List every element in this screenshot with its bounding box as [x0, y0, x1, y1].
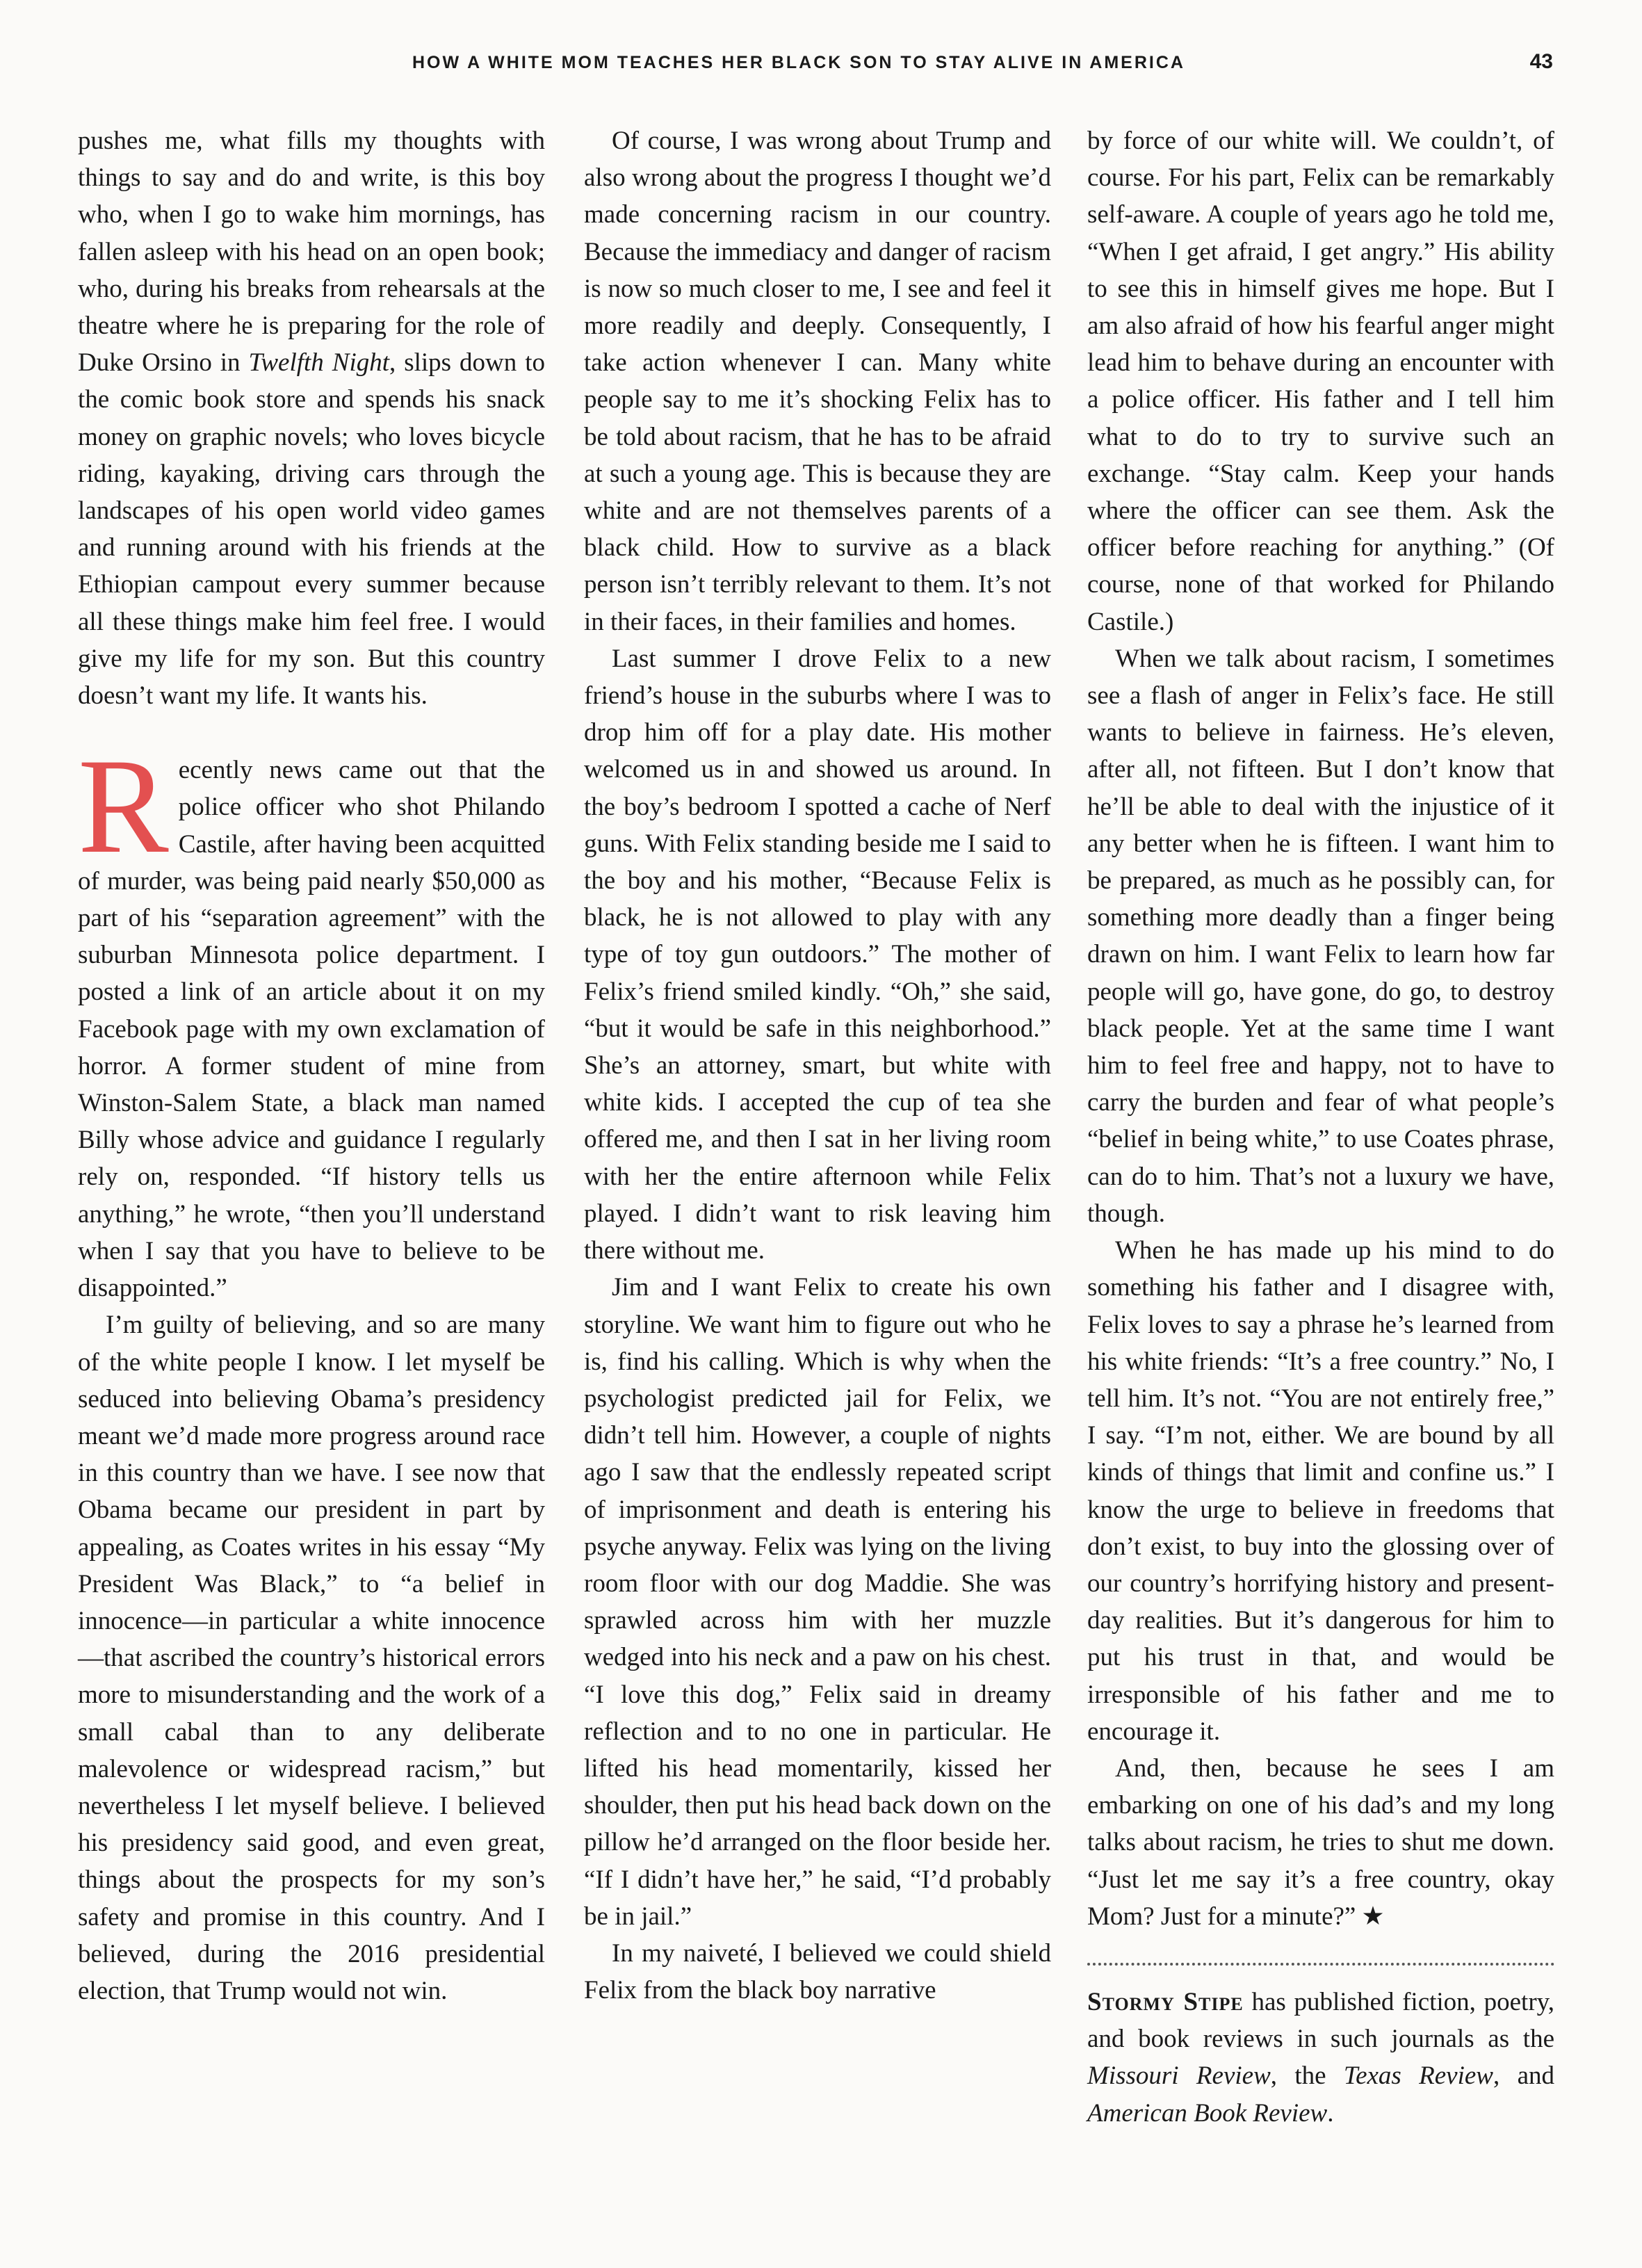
running-header	[0, 50, 1642, 81]
paragraph: When he has made up his mind to do something his father and I disagree with, Felix loves to say a phrase he’s learned from his white friends: “It’s a free country.” No, I tell him. It’s not. “You are not entirely free,” I say. “I’m not, either. We are bound by all kinds of things that limit and confine us.” I know the urge to believe in freedoms that don’t exist, to buy into the glossing over of our country’s horrifying history and present-day realities. But it’s dangerous for him to put his trust in that, and would be irresponsible of his father and me to encourage it.	[1087, 1236, 1554, 1746]
paragraph	[78, 122, 545, 714]
paragraph-text: , slips down to the comic book store and spends his snack money on graphic novels; who loves bicycle riding, kayaking, driving cars through the landscapes of his open world video games and running around with his friends at the Ethiopian campout every summer because all these things make him feel free. I would give my life for my son. But this country doesn’t want my life. It wants his.	[78, 348, 546, 711]
journal-title: Missouri Review	[1087, 2062, 1271, 2091]
star-end-icon: ★	[1361, 1902, 1385, 1931]
page-number: 43	[1529, 50, 1553, 73]
paragraph: Jim and I want Felix to create his own storyline. We want him to figure out who he is, find his calling. Which is why when the psychologist predicted jail for Felix, we didn’t tell him. However, a couple of nights ago I saw that the endlessly repeated script of imprisonment and death is entering his psyche anyway. Felix was lying on the living room floor with our dog Maddie. She was sprawled across him with her muzzle wedged into his neck and a paw on his chest. “I love this dog,” Felix said in dreamy reflection and to no one in particular. He lifted his head momentarily, kissed her shoulder, then put his head back down on the pillow he’d arranged on the floor beside her. “If I didn’t have her,” he said, “I’d probably be in jail.”	[584, 1273, 1051, 1931]
author-name: Stormy Stipe	[1087, 1987, 1244, 2016]
running-title: HOW A WHITE MOM TEACHES HER BLACK SON TO STAY ALIVE IN AMERICA	[412, 53, 1185, 72]
paragraph: When we talk about racism, I sometimes see a flash of anger in Felix’s face. He still wants to believe in fairness. He’s eleven, after all, not fifteen. But I don’t know that he’ll be able to deal with the injustice of it any better when he is fifteen. I want him to be prepared, as much as he possibly can, for something more deadly than a finger being drawn on him. I want Felix to learn how far people will go, have gone, do go, to destroy black people. Yet at the same time I want him to feel free and happy, not to have to carry the burden and fear of what people’s “belief in being white,” to use Coates phrase, can do to him. That’s not a luxury we have, though.	[1087, 644, 1554, 1228]
paragraph-text: And, then, because he sees I am embarking on one of his dad’s and my long talks about racism, he tries to shut me down. “Just let me say it’s a free country, okay Mom? Just for a minute?”	[1087, 1753, 1554, 1931]
column-2	[584, 122, 1051, 2009]
column-3	[1087, 122, 1554, 2132]
author-bio	[1087, 1984, 1554, 2132]
paragraph: In my naiveté, I believed we could shield Felix from the black boy narrative	[584, 1938, 1051, 2005]
paragraph: I’m guilty of believing, and so are many of the white people I know. I let myself be seduced into believing Obama’s presidency meant we’d made more progress around race in this country than we have. I see now that Obama became our president in part by appealing, as Coates writes in his essay “My President Was Black,” to “a belief in innocence—in particular a white innocence—that ascribed the country’s historical errors more to misunderstanding and the work of a small cabal than to any deliberate malevolence or widespread racism,” but nevertheless I let myself believe. I believed his presidency said good, and even great, things about the prospects for my son’s safety and promise in this country. And I believed, during the 2016 presidential election, that Trump would not win.	[78, 1311, 545, 2005]
journal-title: Texas Review	[1343, 2062, 1493, 2091]
paragraph-text: pushes me, what fills my thoughts with things to say and do and write, is this boy who, when I go to wake him mornings, has fallen asleep with his head on an open book; who, during his breaks from rehearsals at the theatre where he is preparing for the role of Duke Orsino in	[78, 127, 545, 378]
paragraph-text: ecently news came out that the police officer who shot Philando Castile, after having been acquitted of murder, was being paid nearly $50,000 as part of his “separation agreement” with the suburban Minnesota police department. I posted a link of an article about it on my Facebook page with my own exclamation of horror. A former student of mine from Winston-Salem State, a black man named Billy whose advice and guidance I regularly rely on, responded. “If history tells us anything,” he wrote, “then you’ll understand when I say that you have to believe to be disappointed.”	[78, 756, 545, 1303]
play-title: Twelfth Night	[248, 348, 390, 378]
paragraph: Last summer I drove Felix to a new friend’s house in the suburbs where I was to drop him off for a play date. His mother welcomed us in and showed us around. In the boy’s bedroom I spotted a cache of Nerf guns. With Felix standing beside me I said to the boy and his mother, “Because Felix is black, he is not allowed to play with any type of toy gun outdoors.” The mother of Felix’s friend smiled kindly. “Oh,” she said, “but it would be safe in this neighborhood.” She’s an attorney, smart, but white with white kids. I accepted the cup of tea she offered me, and then I sat in her living room with her the entire afternoon while Felix played. I didn’t want to risk leaving him there without me.	[584, 644, 1051, 1265]
paragraph: by force of our white will. We couldn’t, of course. For his part, Felix can be remarkably self-aware. A couple of years ago he told me, “When I get afraid, I get angry.” His ability to see this in himself gives me hope. But I am also afraid of how his fearful anger might lead him to behave during an encounter with a police officer. His father and I tell him what to do to try to survive such an exchange. “Stay calm. Keep your hands where the officer can see them. Ask the officer before reaching for anything.” (Of course, none of that worked for Philando Castile.)	[1087, 127, 1554, 636]
column-1	[78, 122, 545, 2009]
dotted-divider	[1087, 1963, 1554, 1966]
paragraph	[1087, 1750, 1554, 1935]
paragraph-dropcap	[78, 731, 545, 1306]
bio-text: , the	[1270, 2062, 1344, 2091]
bio-text: has published fiction, poetry, and book reviews in such journals as the	[1087, 1987, 1555, 2054]
journal-title: American Book Review	[1087, 2098, 1328, 2128]
drop-cap: R	[78, 731, 169, 882]
bio-text: , and	[1493, 2062, 1554, 2091]
paragraph: Of course, I was wrong about Trump and also wrong about the progress I thought we’d made concerning racism in our country. Because the immediacy and danger of racism is now so much closer to me, I see and feel it more readily and deeply. Consequently, I take action whenever I can. Many white people say to me it’s shocking Felix has to be told about racism, that he has to be afraid at such a young age. This is because they are white and are not themselves parents of a black child. How to survive as a black person isn’t terribly relevant to them. It’s not in their faces, in their families and homes.	[584, 127, 1051, 636]
bio-text: .	[1327, 2098, 1334, 2128]
